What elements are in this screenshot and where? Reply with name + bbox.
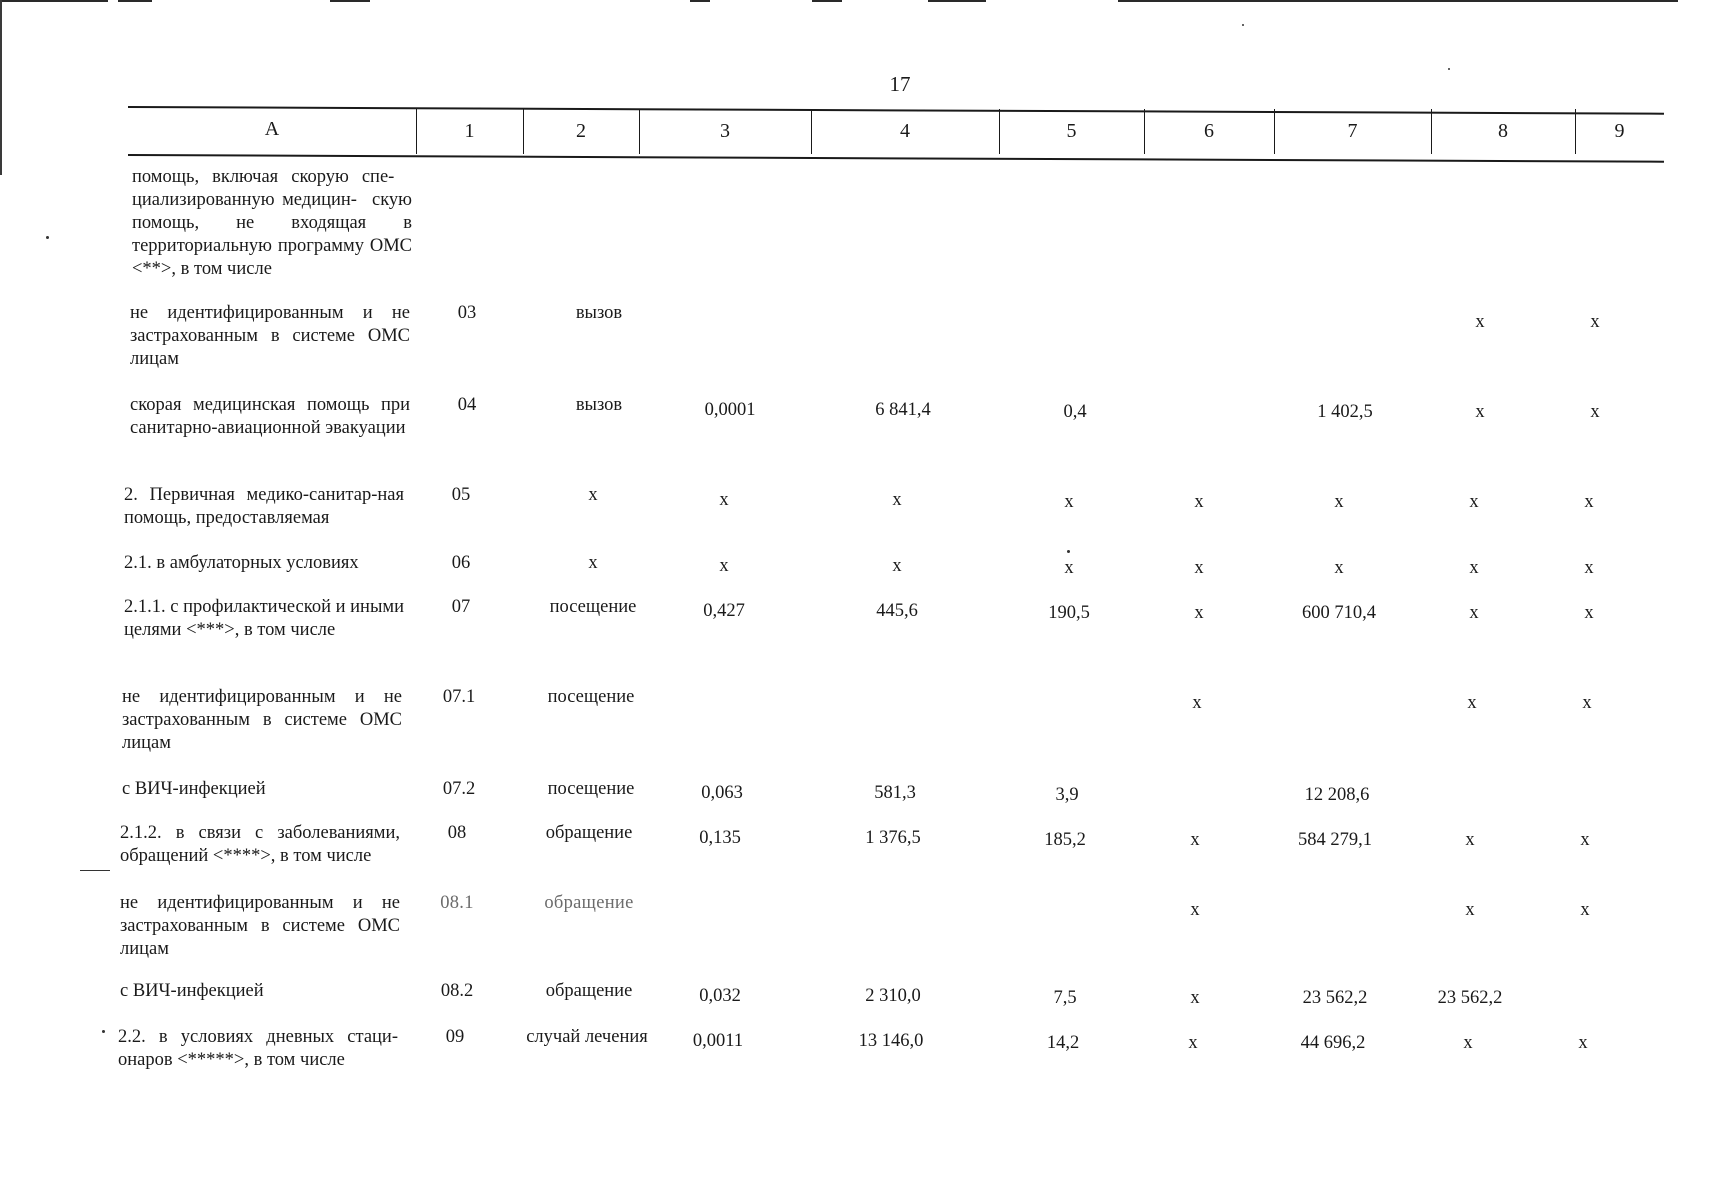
scan-edge-line xyxy=(812,0,842,2)
cell-column-8: 23 562,2 xyxy=(1437,988,1503,1008)
row-label: не идентифицированным и не застрахованным в системе ОМС лицам xyxy=(130,303,410,369)
cell-column-6: х xyxy=(1190,900,1200,920)
row-label: 2. Первичная медико-санитар-ная помощь, предоставляемая xyxy=(124,485,404,528)
cell-column-7: х xyxy=(1334,492,1344,512)
cell-column-9: х xyxy=(1590,402,1600,422)
scan-speck xyxy=(1067,550,1070,553)
cell-column-9: х xyxy=(1580,900,1590,920)
cell-column-5: 14,2 xyxy=(1046,1033,1080,1053)
page-number: 17 xyxy=(889,72,911,96)
cell-column-5: 190,5 xyxy=(1048,603,1090,623)
cell-column-7: 584 279,1 xyxy=(1298,830,1372,850)
cell-column-2: посещение xyxy=(547,687,635,707)
cell-column-8: х xyxy=(1475,312,1485,332)
cell-column-4: х xyxy=(892,556,902,576)
cell-column-2: х xyxy=(588,485,598,505)
cell-column-2: вызов xyxy=(575,303,623,323)
cell-column-1: 04 xyxy=(457,395,477,415)
cell-column-9: х xyxy=(1584,492,1594,512)
cell-column-1: 09 xyxy=(445,1027,465,1047)
cell-column-1: 07.1 xyxy=(442,687,476,707)
cell-column-8: х xyxy=(1469,492,1479,512)
column-header-2: 2 xyxy=(576,120,586,142)
row-label: 2.1. в амбулаторных условиях xyxy=(124,553,359,573)
cell-column-6: х xyxy=(1190,988,1200,1008)
row-label: 2.1.2. в связи с заболеваниями, обращений <****>, в том числе xyxy=(120,823,400,866)
cell-column-4: 13 146,0 xyxy=(858,1031,924,1051)
cell-column-5: 3,9 xyxy=(1055,785,1079,805)
cell-column-8: х xyxy=(1463,1033,1473,1053)
cell-column-8: х xyxy=(1475,402,1485,422)
cell-column-9: х xyxy=(1584,558,1594,578)
cell-column-3: х xyxy=(719,490,729,510)
cell-column-2: обращение xyxy=(545,823,633,843)
cell-column-2: х xyxy=(588,553,598,573)
cell-column-4: 6 841,4 xyxy=(875,400,931,420)
cell-column-3: 0,063 xyxy=(701,783,743,803)
column-header-4: 4 xyxy=(900,120,910,142)
cell-column-7: 23 562,2 xyxy=(1302,988,1368,1008)
row-label: с ВИЧ-инфекцией xyxy=(122,779,266,799)
scan-left-edge xyxy=(0,0,2,175)
row-label: 2.2. в условиях дневных стаци-онаров <*****>, в том числе xyxy=(118,1027,398,1070)
cell-column-4: 2 310,0 xyxy=(865,986,921,1006)
column-header-9: 9 xyxy=(1614,120,1625,142)
cell-column-3: 0,135 xyxy=(699,828,741,848)
cell-column-1: 08.2 xyxy=(440,981,474,1001)
cell-column-8: х xyxy=(1467,693,1477,713)
table-header-top-rule xyxy=(128,106,1664,115)
cell-column-9: х xyxy=(1582,693,1592,713)
cell-column-8: х xyxy=(1469,603,1479,623)
cell-column-5: 0,4 xyxy=(1063,402,1087,422)
cell-column-7: 12 208,6 xyxy=(1304,785,1370,805)
cell-column-5: х xyxy=(1064,492,1074,512)
cell-column-9: х xyxy=(1580,830,1590,850)
cell-column-3: 0,032 xyxy=(699,986,741,1006)
row-label: с ВИЧ-инфекцией xyxy=(120,981,264,1001)
scan-speck xyxy=(1242,24,1244,26)
cell-column-8: х xyxy=(1465,830,1475,850)
scan-edge-line xyxy=(118,0,152,2)
cell-column-1: 03 xyxy=(457,303,477,323)
scan-speck xyxy=(46,236,49,239)
column-header-6: 6 xyxy=(1204,120,1214,142)
cell-column-5: 185,2 xyxy=(1044,830,1086,850)
column-header-3: 3 xyxy=(720,120,730,142)
cell-column-3: 0,427 xyxy=(703,601,745,621)
cell-column-8: х xyxy=(1469,558,1479,578)
cell-column-1: 06 xyxy=(451,553,471,573)
scan-speck xyxy=(102,1030,105,1033)
cell-column-6: х xyxy=(1190,830,1200,850)
row-label: не идентифицированным и не застрахованным в системе ОМС лицам xyxy=(122,687,402,753)
cell-column-8: х xyxy=(1465,900,1475,920)
cell-column-1: 05 xyxy=(451,485,471,505)
cell-column-4: 1 376,5 xyxy=(865,828,921,848)
column-header-8: 8 xyxy=(1498,120,1508,142)
cell-column-9: х xyxy=(1590,312,1600,332)
scan-speck xyxy=(80,870,110,871)
cell-column-5: 7,5 xyxy=(1053,988,1077,1008)
cell-column-9: х xyxy=(1578,1033,1588,1053)
cell-column-6: х xyxy=(1194,558,1204,578)
column-header-5: 5 xyxy=(1066,120,1077,142)
column-header-7: 7 xyxy=(1347,120,1358,142)
table-header-bottom-rule xyxy=(128,154,1664,163)
cell-column-7: 44 696,2 xyxy=(1300,1033,1366,1053)
cell-column-2: вызов xyxy=(575,395,623,415)
cell-column-1: 07.2 xyxy=(442,779,476,799)
cell-column-1: 08 xyxy=(447,823,467,843)
row-label: помощь, включая скорую спе- циализированную медицин- скую помощь, не входящая в территориальную программу ОМС <**>, в том числе xyxy=(132,167,412,279)
cell-column-4: 581,3 xyxy=(874,783,916,803)
cell-column-2: посещение xyxy=(549,597,637,617)
cell-column-3: 0,0011 xyxy=(692,1031,744,1051)
scan-edge-line xyxy=(928,0,986,2)
cell-column-7: 600 710,4 xyxy=(1302,603,1376,623)
row-label: скорая медицинская помощь при санитарно-авиационной эвакуации xyxy=(130,395,410,438)
column-header-1: 1 xyxy=(464,120,475,142)
cell-column-2: случай лечения xyxy=(526,1027,648,1047)
cell-column-6: х xyxy=(1194,492,1204,512)
row-label: не идентифицированным и не застрахованным в системе ОМС лицам xyxy=(120,893,400,959)
cell-column-7: 1 402,5 xyxy=(1317,402,1373,422)
cell-column-1: 08.1 xyxy=(440,893,474,913)
scan-edge-line xyxy=(690,0,710,2)
cell-column-9: х xyxy=(1584,603,1594,623)
cell-column-6: х xyxy=(1194,603,1204,623)
row-label: 2.1.1. с профилактической и иными целями <***>, в том числе xyxy=(124,597,404,640)
scan-edge-line xyxy=(0,0,108,2)
cell-column-6: х xyxy=(1188,1033,1198,1053)
cell-column-3: 0,0001 xyxy=(704,400,756,420)
cell-column-4: 445,6 xyxy=(876,601,918,621)
cell-column-2: обращение xyxy=(544,893,634,913)
cell-column-1: 07 xyxy=(451,597,471,617)
scan-edge-line xyxy=(1118,0,1678,2)
scan-edge-line xyxy=(330,0,370,2)
cell-column-2: посещение xyxy=(547,779,635,799)
scan-speck xyxy=(1448,68,1450,70)
cell-column-4: х xyxy=(892,490,902,510)
cell-column-5: х xyxy=(1064,558,1074,578)
cell-column-3: х xyxy=(719,556,729,576)
column-header-a: А xyxy=(264,118,280,140)
cell-column-2: обращение xyxy=(545,981,633,1001)
cell-column-7: х xyxy=(1334,558,1344,578)
cell-column-6: х xyxy=(1192,693,1202,713)
